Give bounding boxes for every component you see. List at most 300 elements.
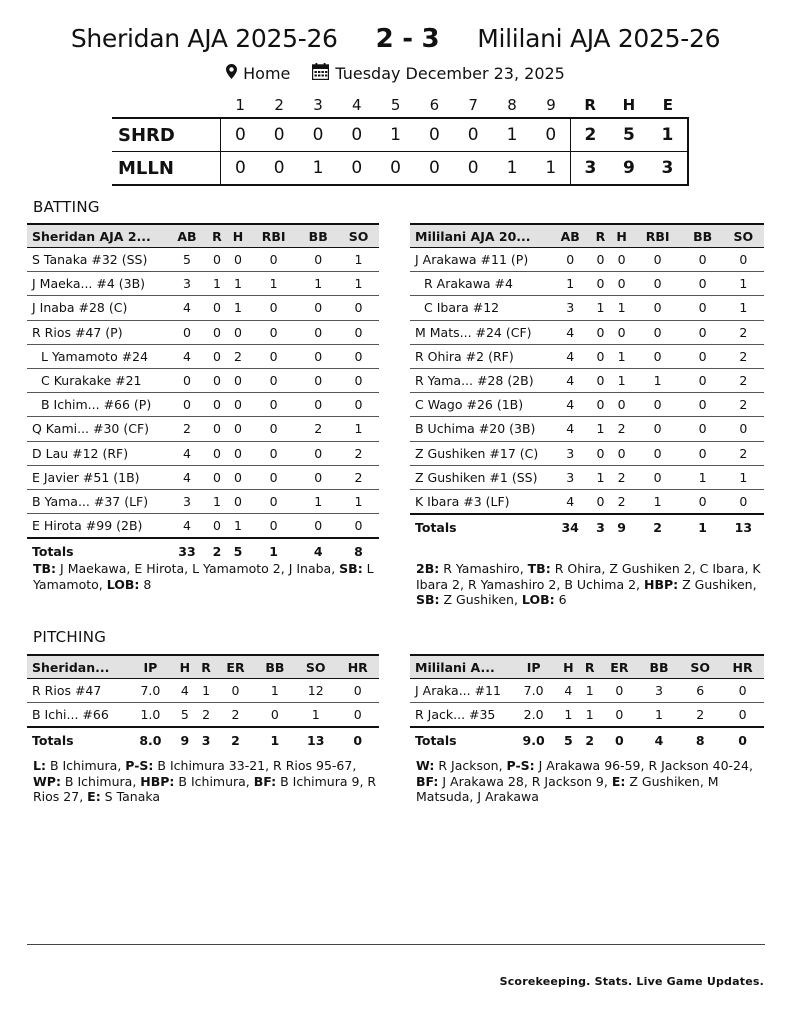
column-header: H: [611, 224, 633, 248]
stat-cell: 0: [723, 489, 764, 514]
stat-cell: 1: [611, 296, 633, 320]
stat-cell: 0: [611, 441, 633, 465]
player-name: R Yama... #28 (2B): [410, 368, 550, 392]
stat-cell: 0: [167, 320, 207, 344]
stat-cell: 0: [207, 441, 227, 465]
player-name: J Araka... #11: [410, 679, 510, 703]
stat-cell: 0: [207, 296, 227, 320]
note-text: R Jackson,: [434, 758, 507, 773]
totals-row: [27, 727, 379, 752]
player-row: [410, 248, 764, 272]
stat-cell: 1: [557, 703, 579, 728]
note-label: WP:: [33, 773, 61, 789]
inning-header: 8: [507, 96, 517, 114]
stat-cell: 1: [590, 417, 610, 441]
inning-score: 0: [415, 152, 454, 186]
stat-cell: 0: [336, 679, 379, 703]
stat-cell: 3: [550, 441, 590, 465]
inning-score: 0: [454, 118, 493, 152]
stat-cell: 0: [683, 489, 723, 514]
stat-cell: 1: [207, 489, 227, 513]
table-header: [27, 224, 379, 248]
player-name: D Lau #12 (RF): [27, 441, 167, 465]
note-label: W:: [416, 758, 435, 773]
linescore-team: SHRD: [112, 118, 221, 152]
stat-cell: 0: [298, 368, 338, 392]
totals-cell: 1: [249, 538, 299, 563]
note-text: B Ichimura,: [174, 773, 254, 789]
footer-divider: [27, 944, 765, 945]
stat-cell: 7.0: [510, 679, 557, 703]
stat-cell: 1: [579, 703, 600, 728]
stat-cell: 2: [298, 417, 338, 441]
inning-score: 0: [221, 118, 260, 152]
note-text: J Arakawa 28, R Jackson 9,: [438, 773, 612, 789]
column-header: HR: [336, 655, 379, 679]
stat-cell: 0: [298, 441, 338, 465]
stat-cell: 4: [550, 320, 590, 344]
stat-cell: 1: [590, 296, 610, 320]
note-text: Z Gushiken,: [678, 576, 757, 592]
player-row: [27, 489, 379, 513]
column-header: R: [196, 655, 216, 679]
column-header: ER: [216, 655, 254, 679]
column-header: AB: [550, 224, 590, 248]
player-row: [27, 465, 379, 489]
final-score: 2 - 3: [375, 24, 440, 54]
stat-cell: 0: [249, 393, 299, 417]
note-label: TB:: [33, 561, 57, 576]
note-text: B Ichimura,: [60, 773, 141, 789]
stat-cell: 4: [174, 679, 196, 703]
inning-header: 2: [274, 96, 284, 114]
stat-cell: 4: [550, 344, 590, 368]
column-header: HR: [721, 655, 764, 679]
totals-cell: 2: [633, 514, 683, 539]
totals-cell: 1: [255, 727, 295, 752]
player-name: C Ibara #12: [410, 296, 550, 320]
runs-total: 3: [571, 152, 610, 186]
pitching-section-title: PITCHING: [33, 628, 107, 646]
stat-cell: 1: [723, 465, 764, 489]
stat-cell: 4: [550, 489, 590, 514]
errors-total: 1: [648, 118, 688, 152]
hits-total: 5: [610, 118, 649, 152]
stat-cell: 2: [216, 703, 254, 728]
player-row: [27, 272, 379, 296]
stat-cell: 0: [207, 514, 227, 539]
linescore-row-away: [112, 118, 688, 152]
totals-cell: 8: [338, 538, 379, 563]
stat-cell: 0: [227, 441, 249, 465]
stat-cell: 3: [550, 296, 590, 320]
inning-score: 0: [531, 118, 570, 152]
linescore-table: [112, 93, 689, 186]
player-name: R Ohira #2 (RF): [410, 344, 550, 368]
note-label: LOB:: [521, 592, 555, 607]
stat-cell: 2: [723, 393, 764, 417]
stat-cell: 0: [298, 296, 338, 320]
note-text: J Maekawa, E Hirota, L Yamamoto 2, J Inaba,: [56, 561, 340, 576]
player-name: R Rios #47: [27, 679, 127, 703]
stat-cell: 4: [550, 417, 590, 441]
game-date: Tuesday December 23, 2025: [335, 64, 565, 83]
note-text: Z Gushiken, M Matsuda, J Arakawa: [416, 773, 719, 804]
stat-cell: 0: [298, 344, 338, 368]
player-name: B Ichim... #66 (P): [27, 393, 167, 417]
stat-cell: 4: [550, 368, 590, 392]
stat-cell: 1: [611, 344, 633, 368]
stat-cell: 7.0: [127, 679, 174, 703]
hits-total: 9: [610, 152, 649, 186]
stat-cell: 1.0: [127, 703, 174, 728]
player-row: [410, 272, 764, 296]
note-label: TB:: [527, 561, 551, 576]
note-text: B Ichimura 9, R Rios 27,: [33, 773, 377, 804]
stat-cell: 0: [683, 393, 723, 417]
stat-cell: 4: [167, 441, 207, 465]
totals-cell: 9: [174, 727, 196, 752]
inning-score: 1: [493, 152, 532, 186]
stat-cell: 1: [196, 679, 216, 703]
stat-cell: 1: [639, 703, 680, 728]
note-label: L:: [33, 758, 46, 773]
totals-cell: 4: [298, 538, 338, 563]
stat-cell: 0: [611, 393, 633, 417]
stat-cell: 0: [590, 248, 610, 272]
stat-cell: 0: [298, 320, 338, 344]
player-row: [27, 703, 379, 728]
stat-cell: 0: [633, 320, 683, 344]
note-label: P-S:: [506, 758, 535, 773]
location-pin-icon: [226, 64, 237, 83]
stat-cell: 0: [600, 703, 639, 728]
stat-cell: 2: [196, 703, 216, 728]
player-name: R Rios #47 (P): [27, 320, 167, 344]
stat-cell: 0: [590, 368, 610, 392]
stat-cell: 6: [679, 679, 721, 703]
column-header: SO: [723, 224, 764, 248]
column-header: IP: [127, 655, 174, 679]
totals-row: [27, 538, 379, 563]
totals-cell: 4: [639, 727, 680, 752]
stat-cell: 0: [683, 272, 723, 296]
inning-score: 0: [415, 118, 454, 152]
stat-cell: 0: [207, 320, 227, 344]
stat-cell: 0: [633, 272, 683, 296]
stat-cell: 0: [590, 344, 610, 368]
player-row: [27, 368, 379, 392]
player-row: [27, 248, 379, 272]
stat-cell: 1: [255, 679, 295, 703]
player-row: [27, 393, 379, 417]
stat-cell: 0: [611, 272, 633, 296]
linescore-row-home: [112, 152, 688, 186]
stat-cell: 1: [298, 272, 338, 296]
stat-cell: 5: [167, 248, 207, 272]
inning-score: 0: [337, 152, 376, 186]
inning-header: 7: [468, 96, 478, 114]
totals-cell: 0: [721, 727, 764, 752]
stat-cell: 0: [338, 514, 379, 539]
team-label: Mililani AJA 20...: [410, 224, 550, 248]
stat-cell: 0: [255, 703, 295, 728]
stat-cell: 1: [550, 272, 590, 296]
stat-cell: 1: [338, 248, 379, 272]
totals-label: Totals: [27, 727, 127, 752]
player-name: M Mats... #24 (CF): [410, 320, 550, 344]
game-info: [0, 63, 791, 84]
player-name: K Ibara #3 (LF): [410, 489, 550, 514]
stat-cell: 0: [683, 296, 723, 320]
player-row: [410, 679, 764, 703]
stat-cell: 4: [167, 344, 207, 368]
totals-cell: 13: [723, 514, 764, 539]
player-row: [27, 679, 379, 703]
errors-total: 3: [648, 152, 688, 186]
away-team-name: Sheridan AJA 2025-26: [70, 24, 338, 53]
stat-cell: 0: [249, 320, 299, 344]
stat-cell: 0: [249, 514, 299, 539]
column-header: BB: [255, 655, 295, 679]
stat-cell: 1: [723, 272, 764, 296]
hits-header: H: [622, 96, 636, 114]
pitching-table-away: [27, 654, 379, 752]
player-row: [27, 441, 379, 465]
stat-cell: 0: [550, 248, 590, 272]
stat-cell: 3: [550, 465, 590, 489]
stat-cell: 0: [611, 248, 633, 272]
player-name: Z Gushiken #1 (SS): [410, 465, 550, 489]
note-label: E:: [611, 773, 626, 789]
stat-cell: 2: [611, 465, 633, 489]
stat-cell: 0: [590, 441, 610, 465]
stat-cell: 0: [207, 248, 227, 272]
stat-cell: 0: [207, 368, 227, 392]
column-header: AB: [167, 224, 207, 248]
stat-cell: 2.0: [510, 703, 557, 728]
player-name: C Kurakake #21: [27, 368, 167, 392]
column-header: SO: [295, 655, 337, 679]
stat-cell: 1: [579, 679, 600, 703]
inning-header: 3: [313, 96, 323, 114]
stat-cell: 2: [338, 465, 379, 489]
stat-cell: 0: [227, 489, 249, 513]
stat-cell: 0: [590, 272, 610, 296]
stat-cell: 0: [298, 465, 338, 489]
player-name: Z Gushiken #17 (C): [410, 441, 550, 465]
column-header: RBI: [633, 224, 683, 248]
stat-cell: 0: [298, 248, 338, 272]
table-header: [27, 655, 379, 679]
stat-cell: 0: [227, 368, 249, 392]
stat-cell: 0: [207, 393, 227, 417]
player-row: [410, 320, 764, 344]
player-name: L Yamamoto #24: [27, 344, 167, 368]
stat-cell: 0: [207, 344, 227, 368]
totals-cell: 0: [600, 727, 639, 752]
stat-cell: 0: [249, 489, 299, 513]
player-name: B Uchima #20 (3B): [410, 417, 550, 441]
pitching-table-home: [410, 654, 764, 752]
pitching-notes-home: [416, 758, 761, 805]
totals-cell: 33: [167, 538, 207, 563]
stat-cell: 0: [683, 320, 723, 344]
inning-score: 0: [337, 118, 376, 152]
batting-notes-home: [416, 561, 761, 608]
inning-score: 1: [493, 118, 532, 152]
stat-cell: 0: [723, 417, 764, 441]
stat-cell: 0: [633, 465, 683, 489]
column-header: SO: [338, 224, 379, 248]
stat-cell: 0: [227, 417, 249, 441]
totals-row: [410, 727, 764, 752]
batting-table-away: [27, 223, 379, 563]
stat-cell: 0: [683, 368, 723, 392]
totals-cell: 2: [207, 538, 227, 563]
note-label: LOB:: [106, 576, 140, 592]
note-label: HBP:: [140, 773, 175, 789]
totals-cell: 3: [196, 727, 216, 752]
totals-cell: 2: [216, 727, 254, 752]
stat-cell: 4: [550, 393, 590, 417]
totals-cell: 9: [611, 514, 633, 539]
table-header: [410, 655, 764, 679]
column-header: IP: [510, 655, 557, 679]
calendar-icon: [312, 63, 329, 84]
stat-cell: 2: [679, 703, 721, 728]
stat-cell: 0: [336, 703, 379, 728]
inning-score: 0: [260, 118, 299, 152]
column-header: H: [557, 655, 579, 679]
stat-cell: 0: [227, 465, 249, 489]
totals-cell: 34: [550, 514, 590, 539]
stat-cell: 0: [683, 417, 723, 441]
stat-cell: 1: [227, 514, 249, 539]
note-label: 2B:: [416, 561, 440, 576]
stat-cell: 2: [723, 441, 764, 465]
team-label: Sheridan...: [27, 655, 127, 679]
note-text: S Tanaka: [100, 789, 161, 804]
footer-tagline: Scorekeeping. Stats. Live Game Updates.: [499, 975, 764, 988]
player-row: [410, 489, 764, 514]
inning-score: 0: [221, 152, 260, 186]
stat-cell: 0: [683, 441, 723, 465]
player-row: [410, 393, 764, 417]
table-header: [410, 224, 764, 248]
stat-cell: 0: [338, 393, 379, 417]
note-text: B Ichimura 33-21, R Rios 95-67,: [153, 758, 357, 773]
stat-cell: 2: [723, 368, 764, 392]
totals-cell: 3: [590, 514, 610, 539]
note-label: SB:: [416, 592, 440, 607]
stat-cell: 3: [639, 679, 680, 703]
totals-cell: 8: [679, 727, 721, 752]
stat-cell: 0: [249, 248, 299, 272]
note-label: SB:: [339, 561, 363, 576]
stat-cell: 0: [721, 703, 764, 728]
stat-cell: 1: [633, 489, 683, 514]
stat-cell: 0: [633, 393, 683, 417]
stat-cell: 0: [590, 320, 610, 344]
player-name: E Hirota #99 (2B): [27, 514, 167, 539]
linescore-team: MLLN: [112, 152, 221, 186]
inning-header: 1: [235, 96, 245, 114]
team-label: Mililani A...: [410, 655, 510, 679]
player-name: R Jack... #35: [410, 703, 510, 728]
stat-cell: 0: [633, 248, 683, 272]
totals-cell: 5: [557, 727, 579, 752]
stat-cell: 0: [683, 248, 723, 272]
stat-cell: 0: [298, 393, 338, 417]
stat-cell: 0: [227, 393, 249, 417]
stat-cell: 1: [633, 368, 683, 392]
player-name: J Inaba #28 (C): [27, 296, 167, 320]
note-label: E:: [87, 789, 101, 804]
column-header: H: [174, 655, 196, 679]
team-label: Sheridan AJA 2...: [27, 224, 167, 248]
stat-cell: 0: [721, 679, 764, 703]
runs-total: 2: [571, 118, 610, 152]
column-header: RBI: [249, 224, 299, 248]
stat-cell: 0: [227, 248, 249, 272]
stat-cell: 1: [611, 368, 633, 392]
stat-cell: 0: [633, 441, 683, 465]
column-header: ER: [600, 655, 639, 679]
stat-cell: 0: [249, 296, 299, 320]
game-title: [0, 24, 791, 54]
home-team-name: Mililani AJA 2025-26: [477, 24, 721, 53]
pitching-notes-away: [33, 758, 383, 805]
totals-row: [410, 514, 764, 539]
totals-cell: 9.0: [510, 727, 557, 752]
note-text: 8: [139, 576, 152, 592]
stat-cell: 2: [723, 320, 764, 344]
player-row: [410, 417, 764, 441]
inning-header: 5: [390, 96, 401, 114]
stat-cell: 0: [167, 393, 207, 417]
stat-cell: 1: [227, 272, 249, 296]
column-header: BB: [639, 655, 680, 679]
stat-cell: 0: [683, 344, 723, 368]
player-name: C Wago #26 (1B): [410, 393, 550, 417]
column-header: R: [590, 224, 610, 248]
player-row: [410, 296, 764, 320]
stat-cell: 1: [298, 489, 338, 513]
column-header: SO: [679, 655, 721, 679]
note-text: B Ichimura,: [45, 758, 126, 773]
totals-label: Totals: [410, 727, 510, 752]
batting-table-home: [410, 223, 764, 539]
totals-cell: 0: [336, 727, 379, 752]
inning-header: 6: [429, 96, 440, 114]
stat-cell: 0: [723, 248, 764, 272]
inning-score: 1: [299, 152, 338, 186]
column-header: R: [579, 655, 600, 679]
stat-cell: 0: [216, 679, 254, 703]
note-text: R Yamashiro,: [439, 561, 528, 576]
errors-header: E: [662, 96, 674, 114]
totals-cell: 5: [227, 538, 249, 563]
player-name: J Maeka... #4 (3B): [27, 272, 167, 296]
player-name: B Ichi... #66: [27, 703, 127, 728]
stat-cell: 1: [338, 272, 379, 296]
player-row: [410, 441, 764, 465]
stat-cell: 2: [723, 344, 764, 368]
stat-cell: 0: [249, 441, 299, 465]
stat-cell: 1: [295, 703, 337, 728]
stat-cell: 1: [683, 465, 723, 489]
